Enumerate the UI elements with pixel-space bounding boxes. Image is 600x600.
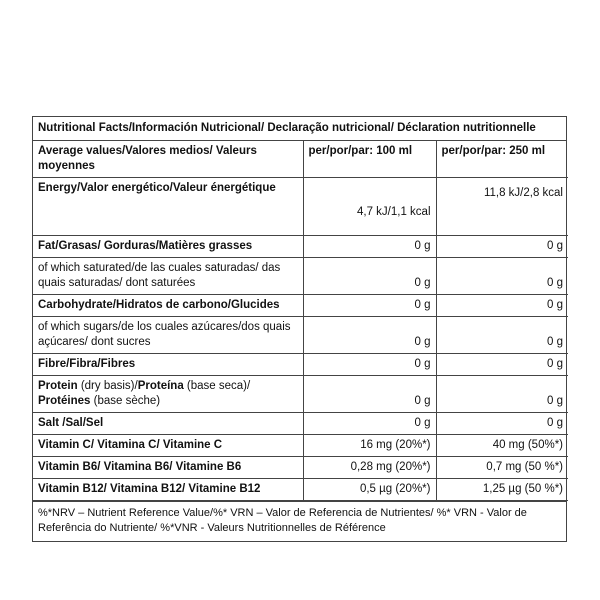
row-value-250ml: 1,25 µg (50 %*): [436, 479, 568, 501]
row-label: Vitamin B6/ Vitamina B6/ Vitamine B6: [33, 457, 303, 479]
table-row-sugars: [33, 317, 568, 354]
row-value-100ml: 0 g: [303, 376, 436, 413]
row-label: Carbohydrate/Hidratos de carbono/Glucides: [33, 295, 303, 317]
panel-title: Nutritional Facts/Información Nutricional/ Declaração nutricional/ Déclaration nutritionnelle: [33, 117, 566, 141]
row-label: Vitamin C/ Vitamina C/ Vitamine C: [33, 435, 303, 457]
table-row-vitamin-b12: [33, 479, 568, 501]
footnote: %*NRV – Nutrient Reference Value/%* VRN – Valor de Referencia de Nutrientes/ %* VRN - Valor de Referência do Nutriente/ %*VNR - Valeurs Nutritionnelles de Référence: [33, 501, 566, 541]
row-value-250ml: 0 g: [436, 317, 568, 354]
protein-en: Protein: [38, 380, 78, 392]
table-row-vitamin-c: [33, 435, 568, 457]
row-value-100ml: 0 g: [303, 354, 436, 376]
row-value-100ml: 0 g: [303, 258, 436, 295]
header-col-250ml: per/por/par: 250 ml: [436, 141, 568, 178]
table-row-vitamin-b6: [33, 457, 568, 479]
nutrition-facts-panel: [32, 116, 567, 542]
nutrition-table: [33, 141, 568, 501]
header-label: Average values/Valores medios/ Valeurs moyennes: [33, 141, 303, 178]
row-label: Fibre/Fibra/Fibres: [33, 354, 303, 376]
row-value-250ml: 0 g: [436, 295, 568, 317]
protein-fr-note: (base sèche): [90, 395, 161, 407]
row-value-250ml: 0 g: [436, 258, 568, 295]
protein-fr: Protéines: [38, 395, 91, 407]
header-col-100ml: per/por/par: 100 ml: [303, 141, 436, 178]
row-value-100ml: 16 mg (20%*): [303, 435, 436, 457]
row-value-250ml: 0,7 mg (50 %*): [436, 457, 568, 479]
table-row-protein: [33, 376, 568, 413]
row-value-250ml: 0 g: [436, 236, 568, 258]
table-row-saturated: [33, 258, 568, 295]
row-label: Salt /Sal/Sel: [33, 413, 303, 435]
protein-es-note: (base seca)/: [183, 380, 251, 392]
row-value-250ml: 40 mg (50%*): [436, 435, 568, 457]
row-label: Vitamin B12/ Vitamina B12/ Vitamine B12: [33, 479, 303, 501]
row-label: Energy/Valor energético/Valeur énergétique: [33, 178, 303, 236]
row-value-100ml: 0 g: [303, 413, 436, 435]
table-row-salt: [33, 413, 568, 435]
row-value-100ml: 0,5 µg (20%*): [303, 479, 436, 501]
table-row-carbohydrate: [33, 295, 568, 317]
table-row-energy: [33, 178, 568, 236]
row-value-100ml: 0 g: [303, 317, 436, 354]
table-row-fat: [33, 236, 568, 258]
protein-en-note: (dry basis)/: [77, 380, 138, 392]
row-label: Fat/Grasas/ Gorduras/Matières grasses: [33, 236, 303, 258]
row-label: of which sugars/de los cuales azúcares/dos quais açúcares/ dont sucres: [33, 317, 303, 354]
row-label: of which saturated/de las cuales saturadas/ das quais saturadas/ dont saturées: [33, 258, 303, 295]
row-value-100ml: 4,7 kJ/1,1 kcal: [303, 178, 436, 236]
row-value-250ml: 0 g: [436, 354, 568, 376]
row-value-250ml: 0 g: [436, 376, 568, 413]
protein-es: Proteína: [137, 380, 184, 392]
row-label: [33, 376, 303, 413]
row-value-250ml: 11,8 kJ/2,8 kcal: [436, 178, 568, 236]
row-value-100ml: 0 g: [303, 295, 436, 317]
row-value-250ml: 0 g: [436, 413, 568, 435]
row-value-100ml: 0 g: [303, 236, 436, 258]
table-row-fibre: [33, 354, 568, 376]
row-value-100ml: 0,28 mg (20%*): [303, 457, 436, 479]
header-row: [33, 141, 568, 178]
